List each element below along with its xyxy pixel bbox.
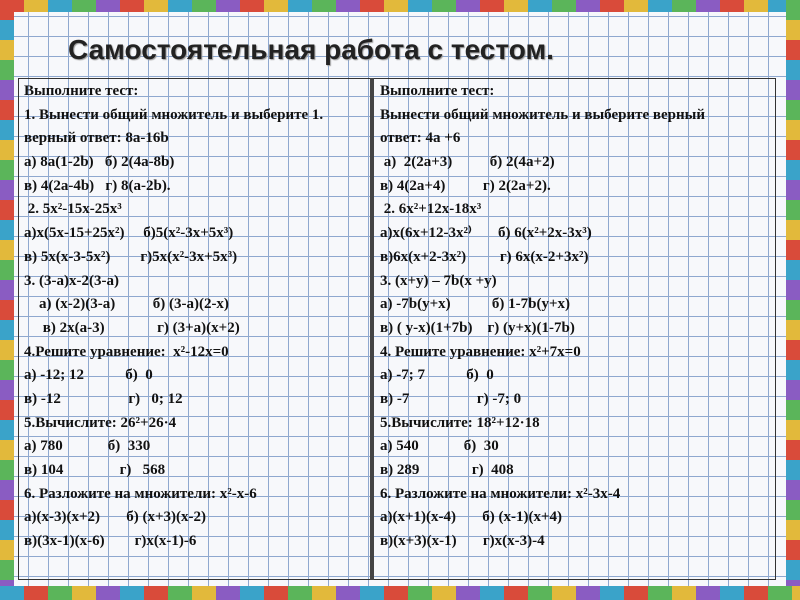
decorative-frame-right [786,0,800,600]
v2-line: в) 4(2a+4) г) 2(2a+2). [380,177,551,194]
decorative-frame-left [0,0,14,600]
v2-line: а)x(6x+12-3x²⁾ б) 6(x²+2x-3x³) [380,225,592,242]
variant-2-column [380,80,774,554]
decorative-frame-bottom [0,586,800,600]
v2-line: Выполните тест: [380,83,495,99]
variant-1-column [24,80,370,554]
v2-line: 6. Разложите на множители: x²-3x-4 [380,485,621,502]
v1-line: 5.Вычислите: 26²+26·4 [24,414,177,431]
v1-line: а) 8a(1-2b) б) 2(4a-8b) [24,154,175,171]
v2-line: в)6x(x+2-3x²) г) 6x(x-2+3x²) [380,248,589,265]
v1-line: а)(x-3)(x+2) б) (x+3)(x-2) [24,509,207,526]
v1-line: 6. Разложите на множители: x²-x-6 [24,485,257,502]
v1-line: Выполните тест: [24,83,139,99]
decorative-frame-top [0,0,800,12]
v1-line: верный ответ: 8a-16b [24,130,169,147]
v2-line: 2. 6x²+12x-18x³ [380,201,482,218]
v2-line: 4. Решите уравнение: x²+7x=0 [380,343,581,360]
v1-line: а)x(5x-15+25x²) б)5(x²-3x+5x³) [24,225,234,242]
v1-line: в) 5x(x-3-5x²) г)5x(x²-3x+5x³) [24,248,238,265]
v1-line: в) 104 г) 568 [24,462,166,478]
v2-line: 3. (x+y) – 7b(x +y) [380,272,497,289]
v2-line: 5.Вычислите: 18²+12·18 [380,414,540,431]
v1-line: в) -12 г) 0; 12 [24,390,183,407]
v1-line: а) (x-2)(3-a) б) (3-a)(2-x) [24,296,229,313]
v2-line: ответ: 4a +6 [380,130,461,147]
v1-line: в)(3x-1)(x-6) г)x(x-1)-6 [24,533,197,550]
v1-line: а) 780 б) 330 [24,438,151,455]
v1-line: 2. 5x²-15x-25x³ [24,201,122,218]
v2-line: а)(x+1)(x-4) б) (x-1)(x+4) [380,509,563,526]
v2-line: в) 289 г) 408 [380,462,514,478]
column-divider [370,78,374,580]
v1-line: а) -12; 12 б) 0 [24,367,153,384]
v1-line: в) 4(2a-4b) г) 8(a-2b). [24,177,171,194]
v2-line: в) ( y-x)(1+7b) г) (y+x)(1-7b) [380,319,575,336]
v2-line: а) 2(2a+3) б) 2(4a+2) [380,154,555,171]
v2-line: в) -7 г) -7; 0 [380,390,522,407]
v1-line: в) 2x(a-3) г) (3+a)(x+2) [24,319,240,336]
v2-line: а) -7; 7 б) 0 [380,367,494,384]
v1-line: 4.Решите уравнение: x²-12x=0 [24,343,229,360]
v1-line: 1. Вынести общий множитель и выберите 1. [24,106,324,123]
v2-line: в)(x+3)(x-1) г)x(x-3)-4 [380,533,545,550]
v2-line: а) 540 б) 30 [380,438,499,455]
v1-line: 3. (3-a)x-2(3-a) [24,272,119,289]
v2-line: а) -7b(y+x) б) 1-7b(y+x) [380,296,570,313]
page-title: Самостоятельная работа с тестом. [68,34,554,65]
v2-line: Вынести общий множитель и выберите верный [380,106,705,123]
